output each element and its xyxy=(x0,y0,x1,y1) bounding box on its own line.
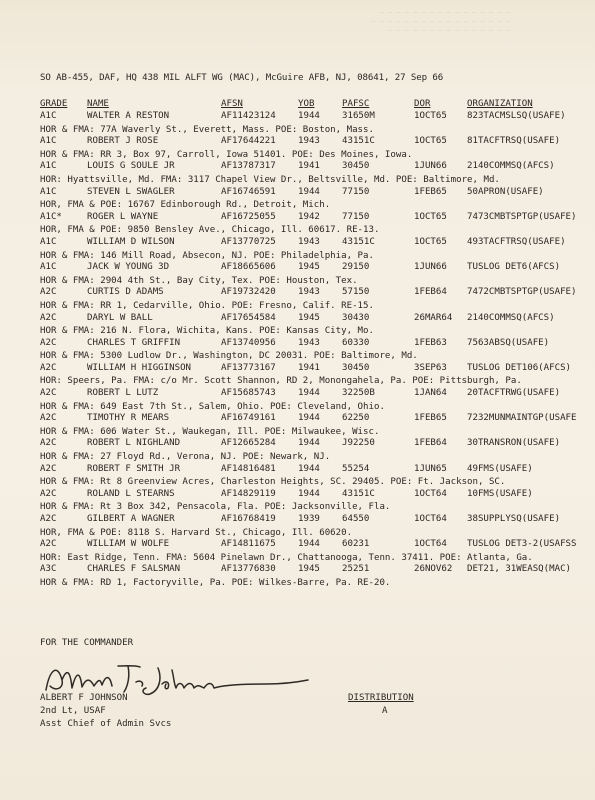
record-entry xyxy=(40,489,592,514)
record-org: 7473CMBTSPTGP(USAFE) xyxy=(467,211,577,222)
col-organization: ORGANIZATION xyxy=(467,99,533,109)
record-pafsc: 60231 xyxy=(342,539,370,550)
record-address: HOR: Hyattsville, Md. FMA: 3117 Chapel View Dr., Beltsville, Md. POE: Baltimore, Md. xyxy=(40,174,500,185)
record-org: 823TACMSLSQ(USAFE) xyxy=(467,111,566,121)
record-yob: 1945 xyxy=(298,564,320,575)
record-address: HOR & FMA: RR 1, Cedarville, Ohio. POE: Fresno, Calif. RE-15. xyxy=(40,300,374,311)
record-yob: 1944 xyxy=(298,186,320,197)
order-header: SO AB-455, DAF, HQ 438 MIL ALFT WG (MAC), McGuire AFB, NJ, 08641, 27 Sep 66 xyxy=(40,73,444,83)
record-name: ROBERT L LUTZ xyxy=(87,388,159,399)
record-row xyxy=(40,438,592,451)
col-grade: GRADE xyxy=(40,99,68,109)
record-dor: 1OCT65 xyxy=(414,136,447,147)
record-grade: A1C xyxy=(40,161,57,172)
record-org: 493TACFTRSQ(USAFE) xyxy=(467,236,566,247)
record-entry xyxy=(40,111,592,136)
record-name: WILLIAM W WOLFE xyxy=(87,539,170,550)
record-pafsc: 77150 xyxy=(342,211,370,222)
record-row xyxy=(40,388,592,401)
record-name: ROBERT J ROSE xyxy=(87,136,159,147)
record-org: 50APRON(USAFE) xyxy=(467,186,544,197)
record-grade: A1C xyxy=(40,186,57,197)
record-dor: 26MAR64 xyxy=(414,312,453,323)
record-name: JACK W YOUNG 3D xyxy=(87,262,170,273)
record-afsn: AF13770725 xyxy=(221,236,276,247)
record-entry xyxy=(40,187,592,212)
record-yob: 1945 xyxy=(298,262,320,273)
record-address: HOR, FMA & POE: 16767 Edinborough Rd., Detroit, Mich. xyxy=(40,200,331,211)
record-grade: A2C xyxy=(40,413,57,424)
record-org: 81TACFTRSQ(USAFE) xyxy=(467,136,561,147)
record-address: HOR, FMA & POE: 9850 Bensley Ave., Chicago, Ill. 60617. RE-13. xyxy=(40,225,380,236)
record-pafsc: 62250 xyxy=(342,413,370,424)
record-pafsc: 43151C xyxy=(342,236,375,247)
record-afsn: AF16749161 xyxy=(221,413,276,424)
signer-rank: 2nd Lt, USAF xyxy=(40,706,106,716)
column-headers xyxy=(40,99,592,111)
record-grade: A3C xyxy=(40,564,57,575)
record-afsn: AF13776830 xyxy=(221,564,276,575)
record-address: HOR & FMA: Rt 8 Greenview Acres, Charleston Heights, SC. 29405. POE: Ft. Jackson, SC. xyxy=(40,477,506,488)
record-yob: 1944 xyxy=(298,111,320,121)
record-grade: A2C xyxy=(40,287,57,298)
record-dor: 1OCT65 xyxy=(414,111,447,121)
record-address: HOR & FMA: 27 Floyd Rd., Verona, NJ. POE: Newark, NJ. xyxy=(40,452,331,463)
record-row xyxy=(40,539,592,552)
record-grade: A2C xyxy=(40,463,57,474)
record-dor: 1JUN66 xyxy=(414,161,447,172)
record-dor: 1FEB64 xyxy=(414,287,447,298)
record-name: CHARLES F SALSMAN xyxy=(87,564,181,575)
record-address: HOR & FMA: RR 3, Box 97, Carroll, Iowa 51401. POE: Des Moines, Iowa. xyxy=(40,149,413,160)
record-afsn: AF12665284 xyxy=(221,438,276,449)
record-dor: 1OCT64 xyxy=(414,488,447,499)
record-yob: 1945 xyxy=(298,312,320,323)
record-grade: A2C xyxy=(40,438,57,449)
record-pafsc: J92250 xyxy=(342,438,375,449)
record-name: ROBERT L NIGHLAND xyxy=(87,438,181,449)
record-org: 49FMS(USAFE) xyxy=(467,463,533,474)
record-entry xyxy=(40,161,592,186)
record-address: HOR: Speers, Pa. FMA: c/o Mr. Scott Shannon, RD 2, Monongahela, Pa. POE: Pittsburgh, Pa. xyxy=(40,376,522,387)
record-pafsc: 31650M xyxy=(342,111,375,121)
record-pafsc: 30450 xyxy=(342,362,370,373)
record-name: GILBERT A WAGNER xyxy=(87,514,175,524)
record-dor: 1FEB63 xyxy=(414,337,447,348)
record-org: TUSLOG DET106(AFCS) xyxy=(467,362,572,373)
record-pafsc: 43151C xyxy=(342,136,375,147)
record-name: CHARLES T GRIFFIN xyxy=(87,337,181,348)
record-dor: 3SEP63 xyxy=(414,362,447,373)
record-grade: A2C xyxy=(40,514,57,524)
record-afsn: AF13787317 xyxy=(221,161,276,172)
record-org: DET21, 31WEASQ(MAC) xyxy=(467,564,572,575)
record-name: LOUIS G SOULE JR xyxy=(87,161,175,172)
record-yob: 1944 xyxy=(298,413,320,424)
record-afsn: AF16746591 xyxy=(221,186,276,197)
record-row xyxy=(40,161,592,174)
record-dor: 1OCT65 xyxy=(414,211,447,222)
record-yob: 1941 xyxy=(298,161,320,172)
record-dor: 1FEB64 xyxy=(414,438,447,449)
record-name: ROGER L WAYNE xyxy=(87,211,159,222)
record-name: ROLAND L STEARNS xyxy=(87,488,175,499)
col-yob: YOB xyxy=(298,99,315,109)
record-entry xyxy=(40,564,592,589)
record-row xyxy=(40,287,592,300)
record-afsn: AF11423124 xyxy=(221,111,276,121)
record-address: HOR & FMA: Rt 3 Box 342, Pensacola, Fla. POE: Jacksonville, Fla. xyxy=(40,502,391,513)
record-afsn: AF14829119 xyxy=(221,488,276,499)
record-yob: 1944 xyxy=(298,438,320,449)
record-pafsc: 29150 xyxy=(342,262,370,273)
record-afsn: AF16768419 xyxy=(221,514,276,524)
record-grade: A2C xyxy=(40,488,57,499)
col-afsn: AFSN xyxy=(221,99,243,109)
record-dor: 1OCT65 xyxy=(414,236,447,247)
record-address: HOR & FMA: 5300 Ludlow Dr., Washington, DC 20031. POE: Baltimore, Md. xyxy=(40,351,418,362)
distribution-block xyxy=(348,692,414,718)
record-grade: A1C xyxy=(40,262,57,273)
record-org: 7563ABSQ(USAFE) xyxy=(467,337,550,348)
record-afsn: AF18665606 xyxy=(221,262,276,273)
distribution-label: DISTRIBUTION xyxy=(348,693,414,703)
record-afsn: AF15685743 xyxy=(221,388,276,399)
record-name: CURTIS D ADAMS xyxy=(87,287,164,298)
record-pafsc: 77150 xyxy=(342,186,370,197)
record-grade: A2C xyxy=(40,312,57,323)
record-pafsc: 30450 xyxy=(342,161,370,172)
record-afsn: AF17654584 xyxy=(221,312,276,323)
record-afsn: AF13740956 xyxy=(221,337,276,348)
record-org: 2140COMMSQ(AFCS) xyxy=(467,312,555,323)
record-dor: 1JUN66 xyxy=(414,262,447,273)
record-grade: A1C xyxy=(40,136,57,147)
record-row xyxy=(40,464,592,477)
record-afsn: AF16725055 xyxy=(221,211,276,222)
record-row xyxy=(40,237,592,250)
record-pafsc: 55254 xyxy=(342,463,370,474)
record-yob: 1943 xyxy=(298,337,320,348)
record-pafsc: 32250B xyxy=(342,388,375,399)
record-name: STEVEN L SWAGLER xyxy=(87,186,175,197)
record-row xyxy=(40,111,592,124)
record-name: ROBERT F SMITH JR xyxy=(87,463,181,474)
bleed-through-text: — — — — — — — — — — — — — — — — — — — — — — — — — — — — — — — — — — — — — — — — — — — — — — — — xyxy=(370,8,510,34)
record-name: DARYL W BALL xyxy=(87,312,153,323)
record-org: 7232MUNMAINTGP(USAFE xyxy=(467,413,577,424)
record-yob: 1943 xyxy=(298,136,320,147)
record-name: WILLIAM D WILSON xyxy=(87,236,175,247)
record-address: HOR, FMA & POE: 8118 S. Harvard St., Chicago, Ill. 60620. xyxy=(40,527,353,538)
record-address: HOR & FMA: 2904 4th St., Bay City, Tex. POE: Houston, Tex. xyxy=(40,275,358,286)
record-yob: 1944 xyxy=(298,463,320,474)
record-entry xyxy=(40,212,592,237)
signature-block xyxy=(40,692,171,731)
record-org: 10FMS(USAFE) xyxy=(467,488,533,499)
record-grade: A1C* xyxy=(40,211,62,222)
record-address: HOR: East Ridge, Tenn. FMA: 5604 Pinelawn Dr., Chattanooga, Tenn. 37411. POE: Atlanta, Ga. xyxy=(40,552,533,563)
record-yob: 1944 xyxy=(298,539,320,550)
record-row xyxy=(40,313,592,326)
col-name: NAME xyxy=(87,99,109,109)
distribution-value: A xyxy=(382,706,388,716)
record-org: TUSLOG DET3-2(USAFSS xyxy=(467,539,577,550)
record-name: TIMOTHY R MEARS xyxy=(87,413,170,424)
record-afsn: AF17644221 xyxy=(221,136,276,147)
record-entry xyxy=(40,262,592,287)
record-pafsc: 57150 xyxy=(342,287,370,298)
record-row xyxy=(40,262,592,275)
record-entry xyxy=(40,514,592,539)
record-name: WILLIAM H HIGGINSON xyxy=(87,362,192,373)
record-dor: 1JAN64 xyxy=(414,388,447,399)
record-org: 38SUPPLYSQ(USAFE) xyxy=(467,514,561,524)
record-row xyxy=(40,136,592,149)
record-yob: 1941 xyxy=(298,362,320,373)
record-grade: A2C xyxy=(40,539,57,550)
record-afsn: AF19732420 xyxy=(221,287,276,298)
record-org: 2140COMMSQ(AFCS) xyxy=(467,161,555,172)
record-yob: 1942 xyxy=(298,211,320,222)
record-grade: A1C xyxy=(40,236,57,247)
record-entry xyxy=(40,539,592,564)
record-row xyxy=(40,413,592,426)
record-address: HOR & FMA: 606 Water St., Waukegan, Ill. POE: Milwaukee, Wisc. xyxy=(40,426,380,437)
record-address: HOR & FMA: 216 N. Flora, Wichita, Kans. POE: Kansas City, Mo. xyxy=(40,326,374,337)
record-entry xyxy=(40,388,592,413)
record-entry xyxy=(40,413,592,438)
personnel-list xyxy=(40,111,592,590)
record-pafsc: 25251 xyxy=(342,564,370,575)
record-row xyxy=(40,564,592,577)
record-row xyxy=(40,363,592,376)
record-dor: 1FEB65 xyxy=(414,413,447,424)
record-pafsc: 30430 xyxy=(342,312,370,323)
record-yob: 1944 xyxy=(298,488,320,499)
record-yob: 1939 xyxy=(298,514,320,524)
record-row xyxy=(40,212,592,225)
record-address: HOR & FMA: 649 East 7th St., Salem, Ohio. POE: Cleveland, Ohio. xyxy=(40,401,385,412)
record-name: WALTER A RESTON xyxy=(87,111,170,121)
record-org: 7472CMBTSPTGP(USAFE) xyxy=(467,287,577,298)
record-row xyxy=(40,187,592,200)
record-entry xyxy=(40,136,592,161)
record-grade: A1C xyxy=(40,111,57,121)
record-row xyxy=(40,338,592,351)
record-entry xyxy=(40,237,592,262)
signer-title: Asst Chief of Admin Svcs xyxy=(40,719,172,729)
record-yob: 1943 xyxy=(298,236,320,247)
record-org: 20TACFTRWG(USAFE) xyxy=(467,388,561,399)
col-pafsc: PAFSC xyxy=(342,99,370,109)
record-afsn: AF14811675 xyxy=(221,539,276,550)
record-grade: A2C xyxy=(40,337,57,348)
for-the-commander: FOR THE COMMANDER xyxy=(40,638,134,648)
record-address: HOR & FMA: 146 Mill Road, Absecon, NJ. POE: Philadelphia, Pa. xyxy=(40,250,374,261)
record-entry xyxy=(40,464,592,489)
record-grade: A2C xyxy=(40,362,57,373)
record-grade: A2C xyxy=(40,388,57,399)
record-row xyxy=(40,514,592,527)
signer-name: ALBERT F JOHNSON xyxy=(40,693,128,703)
record-dor: 1FEB65 xyxy=(414,186,447,197)
record-row xyxy=(40,489,592,502)
record-afsn: AF14816481 xyxy=(221,463,276,474)
record-yob: 1944 xyxy=(298,388,320,399)
record-entry xyxy=(40,438,592,463)
record-afsn: AF13773167 xyxy=(221,362,276,373)
record-pafsc: 64550 xyxy=(342,514,370,524)
record-entry xyxy=(40,338,592,363)
record-address: HOR & FMA: RD 1, Factoryville, Pa. POE: Wilkes-Barre, Pa. RE-20. xyxy=(40,577,391,588)
record-entry xyxy=(40,313,592,338)
record-pafsc: 43151C xyxy=(342,488,375,499)
col-dor: DOR xyxy=(414,99,431,109)
record-entry xyxy=(40,287,592,312)
record-org: 30TRANSRON(USAFE) xyxy=(467,438,561,449)
record-address: HOR & FMA: 77A Waverly St., Everett, Mass. POE: Boston, Mass. xyxy=(40,124,374,135)
record-dor: 1OCT64 xyxy=(414,539,447,550)
record-dor: 1JUN65 xyxy=(414,463,447,474)
record-yob: 1943 xyxy=(298,287,320,298)
record-dor: 26NOV62 xyxy=(414,564,453,575)
record-pafsc: 60330 xyxy=(342,337,370,348)
record-entry xyxy=(40,363,592,388)
record-org: TUSLOG DET6(AFCS) xyxy=(467,262,561,273)
record-dor: 1OCT64 xyxy=(414,514,447,524)
